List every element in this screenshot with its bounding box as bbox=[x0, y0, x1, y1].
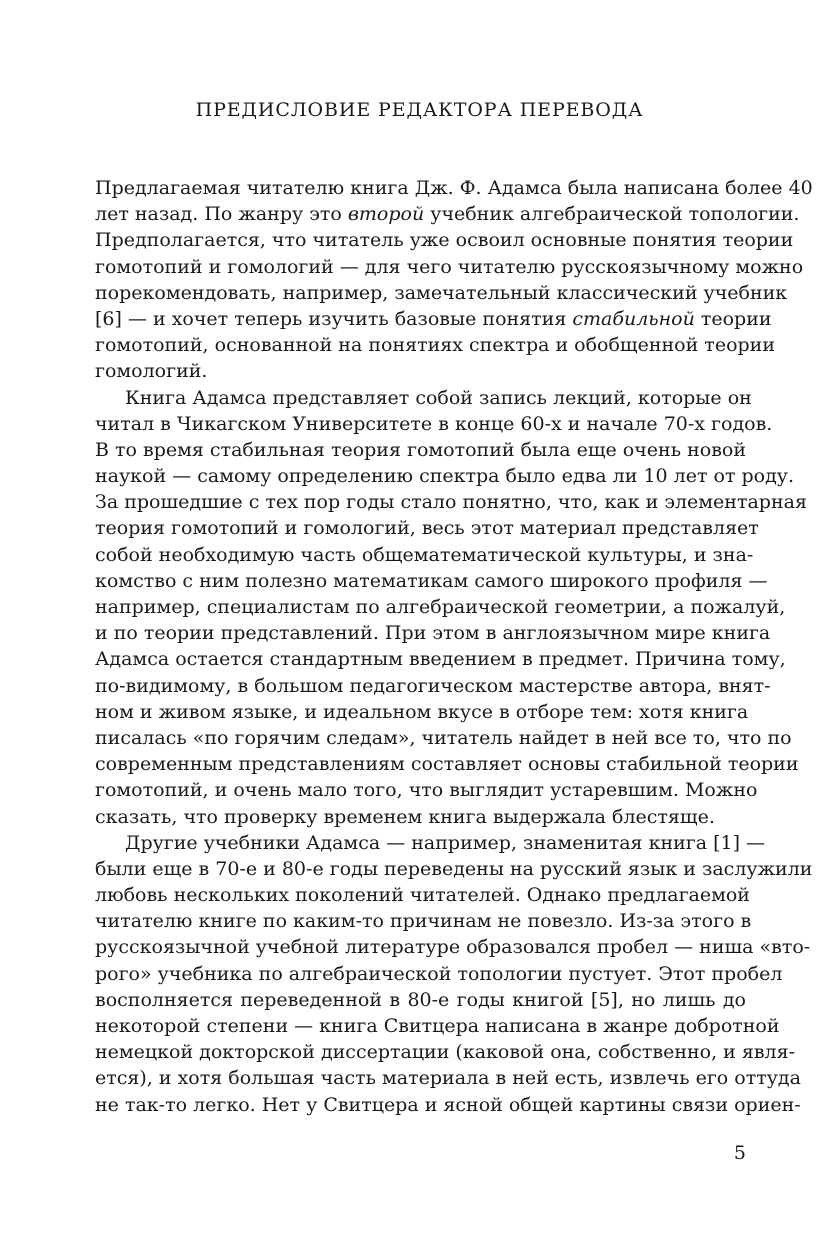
text-line bbox=[95, 332, 775, 358]
text-line bbox=[95, 699, 749, 725]
body-text bbox=[95, 175, 813, 1118]
text-segment: по-видимому, в большом педагогическом мастерстве автора, внят- bbox=[95, 674, 771, 697]
text-line bbox=[95, 227, 794, 253]
text-segment: гомотопий, основанной на понятиях спектра и обобщенной теории bbox=[95, 334, 775, 357]
text-segment: были еще в 70-е и 80-е годы переведены на русский язык и заслужили bbox=[95, 857, 813, 880]
text-line bbox=[95, 489, 807, 515]
text-segment: гомотопий, и очень мало того, что выглядит устаревшим. Можно bbox=[95, 779, 758, 802]
text-line bbox=[95, 201, 800, 227]
page-title: ПРЕДИСЛОВИЕ РЕДАКТОРА ПЕРЕВОДА bbox=[195, 99, 644, 121]
text-segment: немецкой докторской диссертации (каковой она, собственно, и явля- bbox=[95, 1041, 796, 1064]
emphasis-text: второй bbox=[347, 203, 425, 226]
text-segment: собой необходимую часть общематематической культуры, и зна- bbox=[95, 543, 754, 566]
text-line bbox=[95, 385, 752, 411]
text-segment: Предлагаемая читателю книга Дж. Ф. Адамса была написана более 40 bbox=[95, 177, 813, 199]
text-line bbox=[95, 856, 813, 882]
text-segment: наукой — самому определению спектра было едва ли 10 лет от роду. bbox=[95, 465, 795, 488]
text-line bbox=[95, 515, 759, 541]
text-line bbox=[95, 1065, 801, 1091]
text-segment: учебник алгебраической топологии. bbox=[424, 203, 800, 226]
text-line bbox=[95, 987, 746, 1013]
text-segment: комство с ним полезно математикам самого широкого профиля — bbox=[95, 569, 768, 592]
emphasis-text: стабильной bbox=[572, 307, 695, 330]
text-segment: [6] — и хочет теперь изучить базовые понятия bbox=[95, 307, 573, 330]
text-line bbox=[95, 254, 804, 280]
text-segment: За прошедшие с тех пор годы стало понятно, что, как и элементарная bbox=[95, 491, 807, 514]
text-segment: гомотопий и гомологий — для чего читателю русскоязычному можно bbox=[95, 255, 804, 278]
text-line bbox=[95, 437, 746, 463]
text-line bbox=[95, 673, 771, 699]
text-line bbox=[95, 1092, 801, 1118]
text-line bbox=[95, 1039, 796, 1065]
text-line bbox=[95, 175, 813, 201]
text-segment: В то время стабильная теория гомотопий была еще очень новой bbox=[95, 438, 746, 461]
text-line bbox=[95, 542, 754, 568]
text-segment: читателю книге по каким-то причинам не повезло. Из-за этого в bbox=[95, 910, 752, 933]
text-segment: лет назад. По жанру это bbox=[95, 203, 348, 226]
text-line bbox=[95, 646, 786, 672]
text-segment: Другие учебники Адамса — например, знаменитая книга [1] — bbox=[125, 831, 766, 854]
text-line bbox=[95, 830, 766, 856]
text-segment: писалась «по горячим следам», читатель найдет в ней все то, что по bbox=[95, 726, 792, 749]
text-segment: Предполагается, что читатель уже освоил основные понятия теории bbox=[95, 229, 794, 252]
text-segment: современным представлениям составляет основы стабильной теории bbox=[95, 753, 799, 776]
text-line bbox=[95, 934, 811, 960]
text-segment: например, специалистам по алгебраической геометрии, а пожалуй, bbox=[95, 596, 786, 618]
text-line bbox=[95, 358, 746, 384]
text-segment: любовь нескольких поколений читателей. Однако предлагаемой bbox=[95, 884, 750, 907]
text-line bbox=[95, 725, 792, 751]
text-segment: теория гомотопий и гомологий, весь этот материал представляет bbox=[95, 517, 759, 540]
text-line bbox=[95, 463, 795, 489]
text-segment: рого» учебника по алгебраической топологии пустует. Этот пробел bbox=[95, 962, 783, 985]
text-segment: восполняется переведенной в 80-е годы книгой [5], но лишь до bbox=[95, 988, 746, 1011]
text-line bbox=[95, 751, 799, 777]
text-line bbox=[95, 568, 768, 594]
text-line bbox=[95, 306, 772, 332]
text-segment: читал в Чикагском Университете в конце 60-х и начале 70-х годов. bbox=[95, 412, 773, 435]
text-line bbox=[95, 411, 773, 437]
text-segment: ется), и хотя большая часть материала в ней есть, извлечь его оттуда bbox=[95, 1067, 801, 1090]
text-line bbox=[95, 620, 771, 646]
text-segment: сказать, что проверку временем книга выдержала блестяще. bbox=[95, 805, 715, 828]
text-line bbox=[95, 1013, 780, 1039]
text-segment: гомологий. bbox=[95, 360, 208, 383]
text-segment: Книга Адамса представляет собой запись лекций, которые он bbox=[125, 386, 752, 409]
text-line bbox=[95, 804, 746, 830]
text-line bbox=[95, 777, 758, 803]
text-segment: некоторой степени — книга Свитцера написана в жанре добротной bbox=[95, 1015, 780, 1037]
text-segment: ном и живом языке, и идеальном вкусе в отборе тем: хотя книга bbox=[95, 700, 749, 723]
text-line bbox=[95, 961, 783, 987]
text-line bbox=[95, 280, 788, 306]
text-line bbox=[95, 908, 752, 934]
text-segment: теории bbox=[694, 307, 772, 330]
text-line bbox=[95, 594, 786, 620]
text-segment: Адамса остается стандартным введением в предмет. Причина тому, bbox=[95, 648, 786, 671]
page-number: 5 bbox=[733, 1142, 746, 1164]
text-segment: русскоязычной учебной литературе образовался пробел — ниша «вто- bbox=[95, 936, 811, 959]
text-segment: порекомендовать, например, замечательный классический учебник bbox=[95, 281, 788, 304]
text-segment: и по теории представлений. При этом в англоязычном мире книга bbox=[95, 622, 771, 645]
text-segment: не так-то легко. Нет у Свитцера и ясной общей картины связи ориен- bbox=[95, 1093, 801, 1116]
text-line bbox=[95, 882, 750, 908]
